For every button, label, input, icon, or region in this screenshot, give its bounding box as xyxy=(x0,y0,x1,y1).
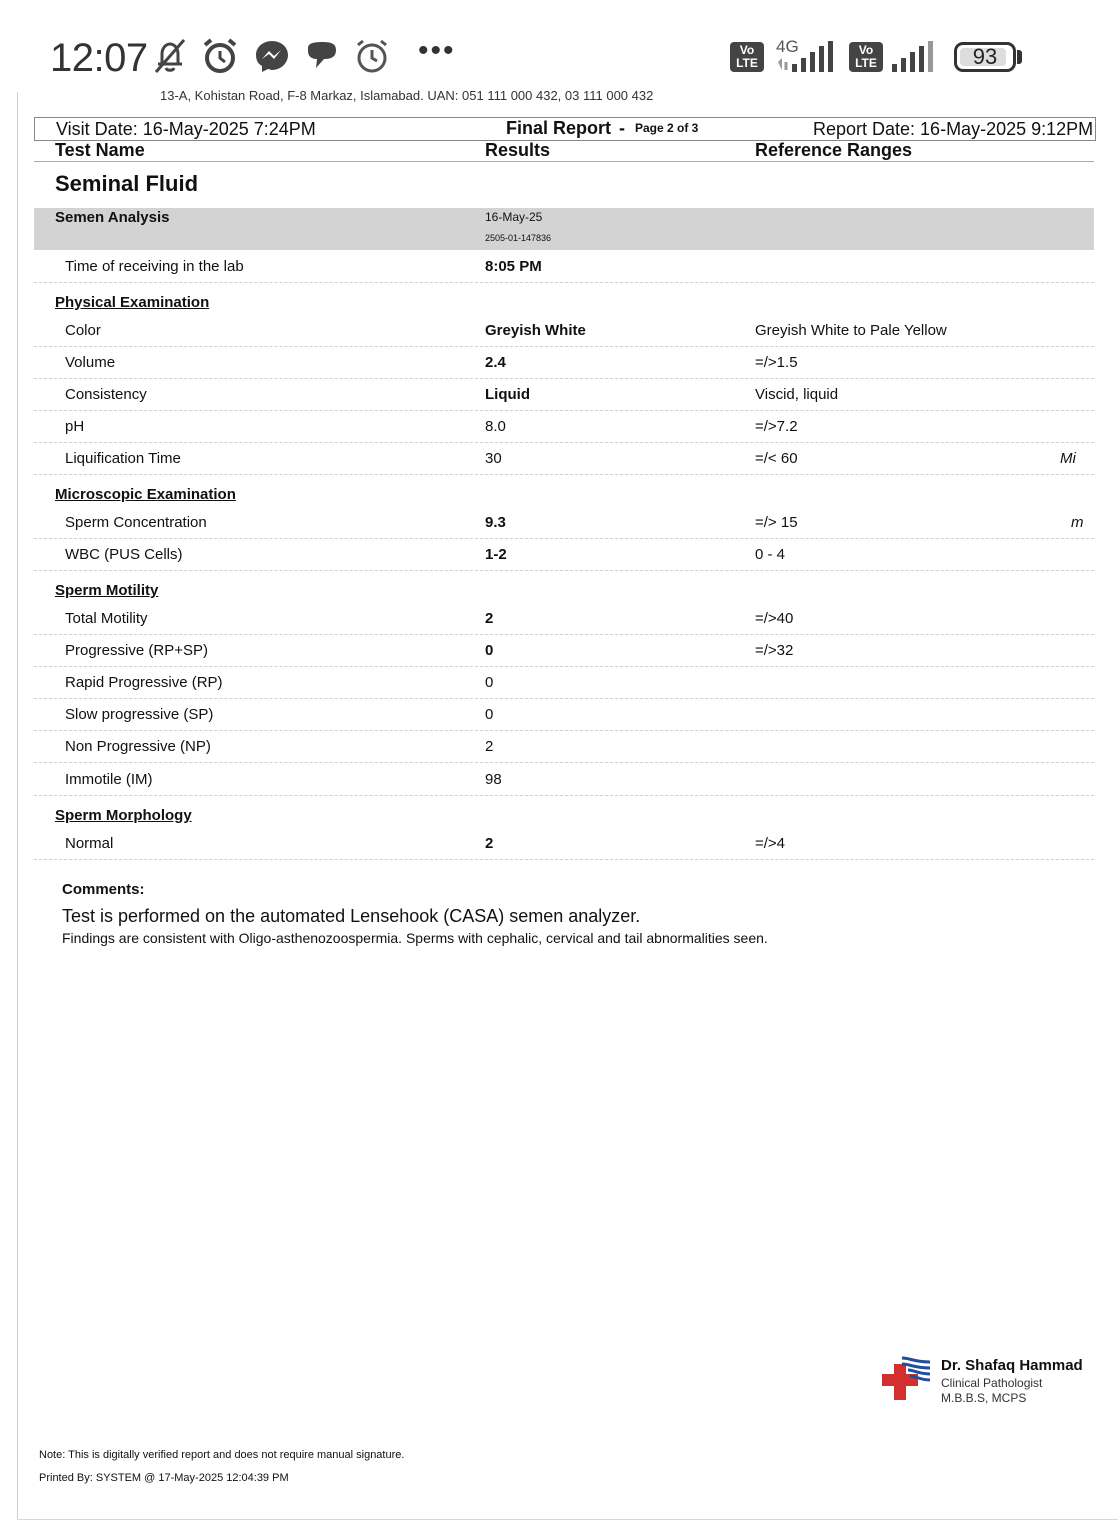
test-name: Sperm Concentration xyxy=(65,514,207,531)
table-row xyxy=(34,634,1094,667)
verification-note: Note: This is digitally verified report and does not require manual signature. xyxy=(39,1449,405,1461)
test-result: 1-2 xyxy=(485,546,507,563)
comments-label: Comments: xyxy=(62,881,145,898)
header-separator: - xyxy=(619,118,625,138)
header-divider xyxy=(34,161,1094,162)
comment-findings: Findings are consistent with Oligo-asthenozoospermia. Sperms with cephalic, cervical and tail abnormalities seen. xyxy=(62,930,768,946)
table-row xyxy=(34,314,1094,347)
pathologist-name: Dr. Shafaq Hammad xyxy=(941,1357,1083,1374)
reference-range: =/< 60 xyxy=(755,450,798,467)
test-name: Progressive (RP+SP) xyxy=(65,642,208,659)
table-row xyxy=(34,538,1094,571)
clock: 12:07 xyxy=(50,36,148,80)
more-notifications-icon: ••• xyxy=(418,34,456,67)
reference-range: Viscid, liquid xyxy=(755,386,839,403)
reference-range: =/>4 xyxy=(755,835,786,852)
test-result: 2 xyxy=(485,738,494,755)
test-result: 9.3 xyxy=(485,514,506,531)
report-date: Report Date: 16-May-2025 9:12PM xyxy=(813,119,1094,139)
sperm-motility-heading: Sperm Motility xyxy=(55,582,159,599)
test-name: Color xyxy=(65,322,101,339)
reference-range: Greyish White to Pale Yellow xyxy=(755,322,947,339)
alarm-icon xyxy=(200,36,240,76)
test-name: Rapid Progressive (RP) xyxy=(65,674,223,691)
reference-range: =/>1.5 xyxy=(755,354,798,371)
comment-text: Test is performed on the automated Lensehook (CASA) semen analyzer. xyxy=(62,906,641,926)
alarm-clock-icon xyxy=(352,36,392,76)
test-name: WBC (PUS Cells) xyxy=(65,546,183,563)
messenger-icon xyxy=(252,36,292,76)
signal-icon xyxy=(774,40,842,74)
panel-id: 2505-01-147836 xyxy=(485,233,552,243)
column-header-test-name: Test Name xyxy=(55,140,145,160)
printed-by: Printed By: SYSTEM @ 17-May-2025 12:04:39 PM xyxy=(39,1472,289,1484)
pathologist-title: Clinical Pathologist xyxy=(941,1376,1043,1390)
volte-icon-2: Vo LTE xyxy=(849,42,883,72)
battery-icon xyxy=(954,42,1016,72)
reference-range: =/>40 xyxy=(755,610,794,627)
test-name: Non Progressive (NP) xyxy=(65,738,211,755)
table-row xyxy=(34,666,1094,699)
test-result: 0 xyxy=(485,706,494,723)
table-row xyxy=(34,730,1094,763)
test-result: 2.4 xyxy=(485,354,506,371)
test-result: 2 xyxy=(485,835,494,852)
pathologist-credentials: M.B.B.S, MCPS xyxy=(941,1391,1027,1405)
unit: Mi xyxy=(1060,450,1076,467)
table-row xyxy=(34,442,1094,475)
chat-bubble-icon xyxy=(302,36,342,76)
battery-percent: 93 xyxy=(972,44,998,69)
visit-date: Visit Date: 16-May-2025 7:24PM xyxy=(56,119,316,139)
panel-name: Semen Analysis xyxy=(55,209,170,226)
reference-range: =/> 15 xyxy=(755,514,798,531)
network-type: 4G xyxy=(776,37,799,56)
reference-range: 0 - 4 xyxy=(755,546,786,563)
table-row xyxy=(34,698,1094,731)
test-name: Liquification Time xyxy=(65,450,181,467)
microscopic-examination-heading: Microscopic Examination xyxy=(55,486,236,503)
signal-icon-2 xyxy=(890,40,942,74)
table-row xyxy=(34,346,1094,379)
test-name: pH xyxy=(65,418,85,435)
table-row xyxy=(34,763,1094,796)
volte-icon: Vo LTE xyxy=(730,42,764,72)
panel-band xyxy=(34,208,1094,250)
test-result: 0 xyxy=(485,674,494,691)
test-name: Slow progressive (SP) xyxy=(65,706,214,723)
final-report-title: Final Report xyxy=(506,118,612,138)
table-row xyxy=(34,827,1094,860)
table-row xyxy=(34,602,1094,635)
test-name: Time of receiving in the lab xyxy=(65,258,244,275)
test-name: Immotile (IM) xyxy=(65,771,153,788)
test-name: Normal xyxy=(65,835,114,852)
test-result: 0 xyxy=(485,642,494,659)
table-row xyxy=(34,506,1094,539)
panel-date: 16-May-25 xyxy=(485,210,543,224)
physical-examination-heading: Physical Examination xyxy=(55,294,210,311)
table-row xyxy=(34,378,1094,411)
page-number: Page 2 of 3 xyxy=(635,121,699,135)
reference-range: =/>7.2 xyxy=(755,418,798,435)
test-result: 8.0 xyxy=(485,418,506,435)
test-result: 30 xyxy=(485,450,502,467)
bell-off-icon xyxy=(150,36,190,76)
status-bar xyxy=(0,0,1079,92)
test-result: 8:05 PM xyxy=(485,258,542,275)
test-name: Volume xyxy=(65,354,116,371)
test-result: Liquid xyxy=(485,386,530,403)
battery-tip xyxy=(1017,50,1022,64)
sperm-morphology-heading: Sperm Morphology xyxy=(55,807,192,824)
test-result: Greyish White xyxy=(485,322,586,339)
unit: m xyxy=(1071,514,1084,531)
table-row xyxy=(34,410,1094,443)
column-header-reference: Reference Ranges xyxy=(755,140,913,160)
test-result: 98 xyxy=(485,771,502,788)
lab-logo xyxy=(880,1356,932,1404)
section-title: Seminal Fluid xyxy=(55,171,199,196)
lab-address: 13-A, Kohistan Road, F-8 Markaz, Islamabad. UAN: 051 111 000 432, 03 111 000 432 xyxy=(160,88,654,103)
test-name: Consistency xyxy=(65,386,147,403)
reference-range: =/>32 xyxy=(755,642,794,659)
test-result: 2 xyxy=(485,610,494,627)
column-header-results: Results xyxy=(485,140,551,160)
test-name: Total Motility xyxy=(65,610,148,627)
table-row xyxy=(34,250,1094,283)
